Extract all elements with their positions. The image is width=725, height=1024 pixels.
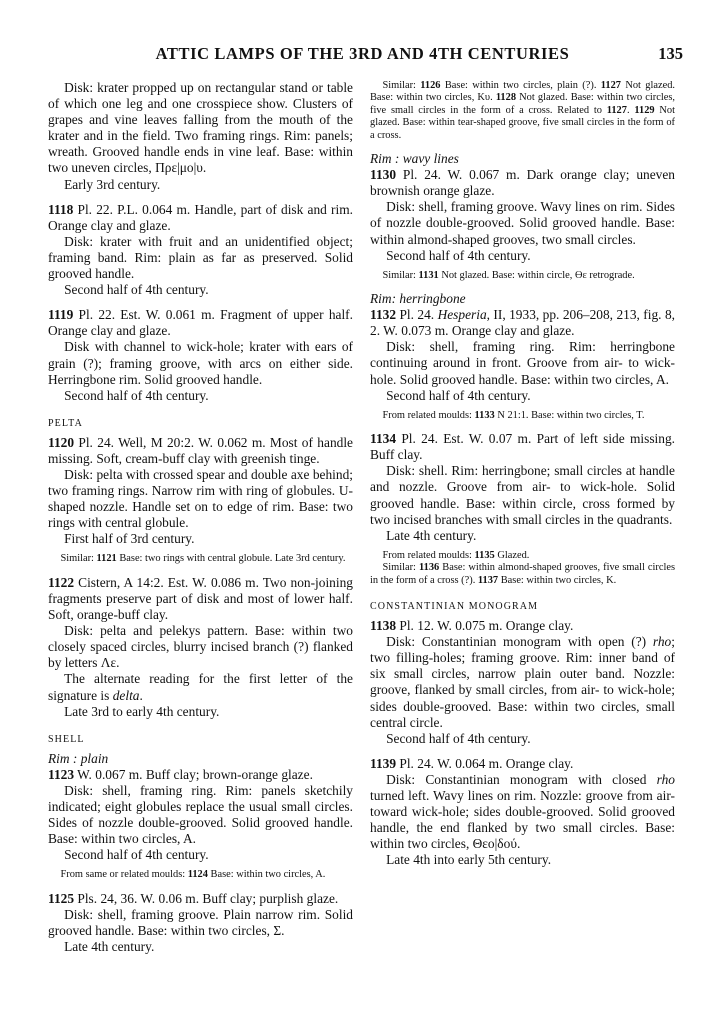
disk-text: Disk: Constantinian monogram with open (?) <box>386 634 653 650</box>
entry-1120-heading <box>48 435 353 467</box>
note-text: Base: within two circles, A. <box>207 869 326 881</box>
entry-1119-date: Second half of 4th century. <box>64 387 209 403</box>
entry-number: 1119 <box>48 307 74 323</box>
note-text: Base: within almond-shaped grooves, five small circles in the form of a cross (?). <box>370 562 676 586</box>
entry-1120-date: First half of 3rd century. <box>64 531 195 547</box>
entry-number: 1137 <box>477 574 499 586</box>
rho-word: rho <box>656 771 675 787</box>
entry-number: 1127 <box>600 80 621 91</box>
entry-1119-heading <box>48 307 353 339</box>
entry-heading-text: Pl. 22. P.L. 0.064 m. Handle, part of disk and rim. Orange clay and glaze. <box>48 201 353 233</box>
entry-1134-heading <box>370 431 675 463</box>
note-text: Not glazed. Base: within two circles, five small circles in the form of a cross. Related to <box>370 92 676 116</box>
entry-1132-heading <box>370 307 675 339</box>
entry-number: 1124 <box>187 869 208 881</box>
entry-number: 1125 <box>48 890 75 906</box>
entry-1120-disk: Disk: pelta with crossed spear and double axe behind; two framing rings. Narrow rim with ring of globules. U-shaped nozzle. Handle set on to edge of rim. Base: two rings with central globule. <box>48 466 353 531</box>
entry-heading-text: Pl. 22. Est. W. 0.061 m. Fragment of upper half. Orange clay and glaze. <box>48 307 353 339</box>
related-note-1124 <box>48 869 353 881</box>
entry-1122-disk: Disk: pelta and pelekys pattern. Base: within two closely spaced circles, blurry incised branch (?) flanked by letters Λε. <box>48 623 353 671</box>
entry-heading-text: W. 0.067 m. Buff clay; brown-orange glaze. <box>74 766 313 782</box>
disk-text: turned left. Wavy lines on rim. Nozzle: groove from air- toward wick-hole; sides double-grooved. Solid grooved handle, the end flanked by two small circles. Base: within two circles, Θεο|δού. <box>370 787 675 852</box>
alt-end: . <box>139 687 143 703</box>
entry-number: 1123 <box>48 766 75 782</box>
similar-note-1126-1129 <box>370 80 675 142</box>
entry-1125-disk: Disk: shell, framing groove. Plain narrow rim. Solid grooved handle. Base: within two circles, Σ. <box>48 906 353 938</box>
right-column <box>370 80 675 868</box>
section-heading-pelta: PELTA <box>48 417 83 429</box>
entry-heading-text: Pls. 24, 36. W. 0.06 m. Buff clay; purplish glaze. <box>74 890 339 906</box>
entry-number: 1138 <box>370 618 397 634</box>
entry-1125-date: Late 4th century. <box>64 939 155 955</box>
entry-heading-text: , II, 1933, pp. 206–208, 213, fig. 8, 2. W. 0.073 m. Orange clay and glaze. <box>370 307 675 339</box>
note-text: N 21:1. Base: within two circles, T. <box>494 409 645 421</box>
note-text: Glazed. <box>494 549 530 561</box>
note-label: Similar: <box>382 269 419 281</box>
note-text: Not glazed. Base: within two circles, Κυ. <box>370 80 675 104</box>
similar-note-1136-1137 <box>370 562 675 587</box>
entry-1123-date: Second half of 4th century. <box>64 847 209 863</box>
entry-1132-date: Second half of 4th century. <box>386 387 531 403</box>
entry-1139-heading <box>370 756 675 772</box>
entry-heading-text: Pl. 24. W. 0.064 m. Orange clay. <box>396 755 574 771</box>
disk-text: Disk: Constantinian monogram with closed <box>386 771 657 787</box>
entry-number: 1118 <box>48 201 74 217</box>
subheading-rim-wavy: Rim : wavy lines <box>370 151 459 167</box>
alt-word: delta <box>112 687 140 703</box>
note-text: Not glazed. Base: within tear-shaped groove, five small circles in the form of a cross. <box>370 104 675 141</box>
entry-1119-disk: Disk with channel to wick-hole; krater with ears of grain (?); framing groove, with arcs on either side. Herringbone rim. Solid grooved handle. <box>48 339 353 387</box>
page-header <box>0 44 725 68</box>
note-text: Base: within two circles, plain (?). <box>440 80 601 91</box>
entry-1130-heading <box>370 167 675 199</box>
entry-heading-text: Pl. 24. Well, M 20:2. W. 0.062 m. Most of handle missing. Soft, cream-buff clay with greenish tinge. <box>48 434 353 466</box>
note-label: Similar: <box>382 80 421 91</box>
entry-1123-disk: Disk: shell, framing ring. Rim: panels sketchily indicated; eight globules replace the usual small circles. Sides of nozzle double-grooved. Solid grooved handle. Base: within two circles, A. <box>48 782 353 847</box>
entry-number: 1120 <box>48 434 75 450</box>
entry-number: 1139 <box>370 755 397 771</box>
entry-1134-disk: Disk: shell. Rim: herringbone; small circles at handle and nozzle. Groove from air- to wick-hole. Solid grooved handle. Base: within circle, cross formed by two incised branches with small circles in the quadrants. <box>370 463 675 527</box>
entry-1132-disk: Disk: shell, framing ring. Rim: herringbone continuing around in front. Groove from air- to wick-hole. Solid grooved handle. Base: within two circles, A. <box>370 339 675 387</box>
note-label: From same or related moulds: <box>60 869 188 881</box>
note-label: Similar: <box>382 562 420 574</box>
left-column <box>48 80 353 955</box>
entry-1125-heading <box>48 891 353 907</box>
running-title: ATTIC LAMPS OF THE 3RD AND 4TH CENTURIES <box>155 44 570 63</box>
entry-number: 1122 <box>48 574 75 590</box>
page-number: 135 <box>658 44 683 63</box>
related-note-1133 <box>370 410 675 422</box>
alt-text: The alternate reading for the first letter of the signature is <box>48 671 353 703</box>
entry-1122-alternate-reading <box>48 671 353 703</box>
entry-1130-date: Second half of 4th century. <box>386 247 531 263</box>
intro-disk-description: Disk: krater propped up on rectangular stand or table of which one leg and one crosspiece show. Clusters of grapes and vine leaves falling from the mouth of the krater and in the field. Two framing rings. Rim: panels; wreath. Grooved handle ends in vine leaf. Base: within two uneven circles, Πρε|μο|υ. <box>48 80 353 176</box>
note-label: From related moulds: <box>382 549 475 561</box>
entry-1122-heading <box>48 575 353 623</box>
related-note-1135 <box>370 550 675 562</box>
note-text: Base: two rings with central globule. Late 3rd century. <box>116 553 346 565</box>
entry-number: 1136 <box>419 562 440 574</box>
entry-number: 1121 <box>96 553 117 565</box>
note-text: Not glazed. Base: within circle, ϴε retrograde. <box>438 269 635 281</box>
entry-1138-date: Second half of 4th century. <box>386 730 531 746</box>
rho-word: rho <box>652 634 672 650</box>
entry-1139-date: Late 4th into early 5th century. <box>386 852 552 868</box>
note-text: Base: within two circles, K. <box>498 574 617 586</box>
similar-note-1121 <box>48 553 353 565</box>
entry-heading-text: Pl. 24. W. 0.067 m. Dark orange clay; uneven brownish orange glaze. <box>370 167 675 199</box>
note-label: Similar: <box>60 553 97 565</box>
entry-1130-disk: Disk: shell, framing groove. Wavy lines on rim. Sides of nozzle double-grooved. Solid grooved handle. Base: within almond-shaped grooves, two small circles. <box>370 199 675 247</box>
note-label: From related moulds: <box>382 409 475 421</box>
journal-title: Hesperia <box>437 307 487 323</box>
entry-number: 1126 <box>420 80 441 91</box>
disk-text: ; two filling-holes; framing groove. Rim: inner band of six small circles, narrow plain outer band. Nozzle: groove, flanked by small circles, from air- to wick-hole; sides double-grooved. Base: within two circles, small central circle. <box>370 634 675 730</box>
entry-1139-disk <box>370 772 675 852</box>
intro-date: Early 3rd century. <box>64 176 161 192</box>
entry-1118-disk: Disk: krater with fruit and an unidentified object; framing band. Rim: plain as far as preserved. Solid grooved handle. <box>48 233 353 282</box>
entry-number: 1134 <box>370 431 397 447</box>
entry-number: 1133 <box>474 409 495 421</box>
entry-number: 1131 <box>418 269 439 281</box>
entry-1118-heading <box>48 202 353 234</box>
similar-note-1131 <box>370 270 675 282</box>
entry-number: 1130 <box>370 167 397 183</box>
entry-1138-disk <box>370 634 675 731</box>
entry-number: 1132 <box>370 307 397 323</box>
subheading-rim-herringbone: Rim: herringbone <box>370 291 466 307</box>
entry-1138-heading <box>370 618 675 634</box>
entry-number: 1135 <box>474 549 495 561</box>
entry-heading-text: Cistern, A 14:2. Est. W. 0.086 m. Two non-joining fragments preserve part of disk and most of lower half. Soft, orange-buff clay. <box>48 574 353 623</box>
subheading-rim-plain: Rim : plain <box>48 750 109 766</box>
entry-heading-text: Pl. 24. <box>396 307 438 323</box>
entry-heading-text: Pl. 12. W. 0.075 m. Orange clay. <box>396 618 574 634</box>
entry-number: 1127 <box>606 104 627 116</box>
section-heading-constantinian-monogram: CONSTANTINIAN MONOGRAM <box>370 601 539 613</box>
entry-number: 1128 <box>495 92 517 104</box>
entry-1118-date: Second half of 4th century. <box>64 282 209 298</box>
entry-number: 1129 <box>634 104 655 116</box>
note-text: . <box>626 104 635 116</box>
entry-1123-heading <box>48 767 353 783</box>
entry-1134-date: Late 4th century. <box>386 527 477 543</box>
entry-1122-date: Late 3rd to early 4th century. <box>64 703 220 719</box>
entry-heading-text: Pl. 24. Est. W. 0.07 m. Part of left side missing. Buff clay. <box>370 431 675 463</box>
section-heading-shell: SHELL <box>48 733 85 745</box>
